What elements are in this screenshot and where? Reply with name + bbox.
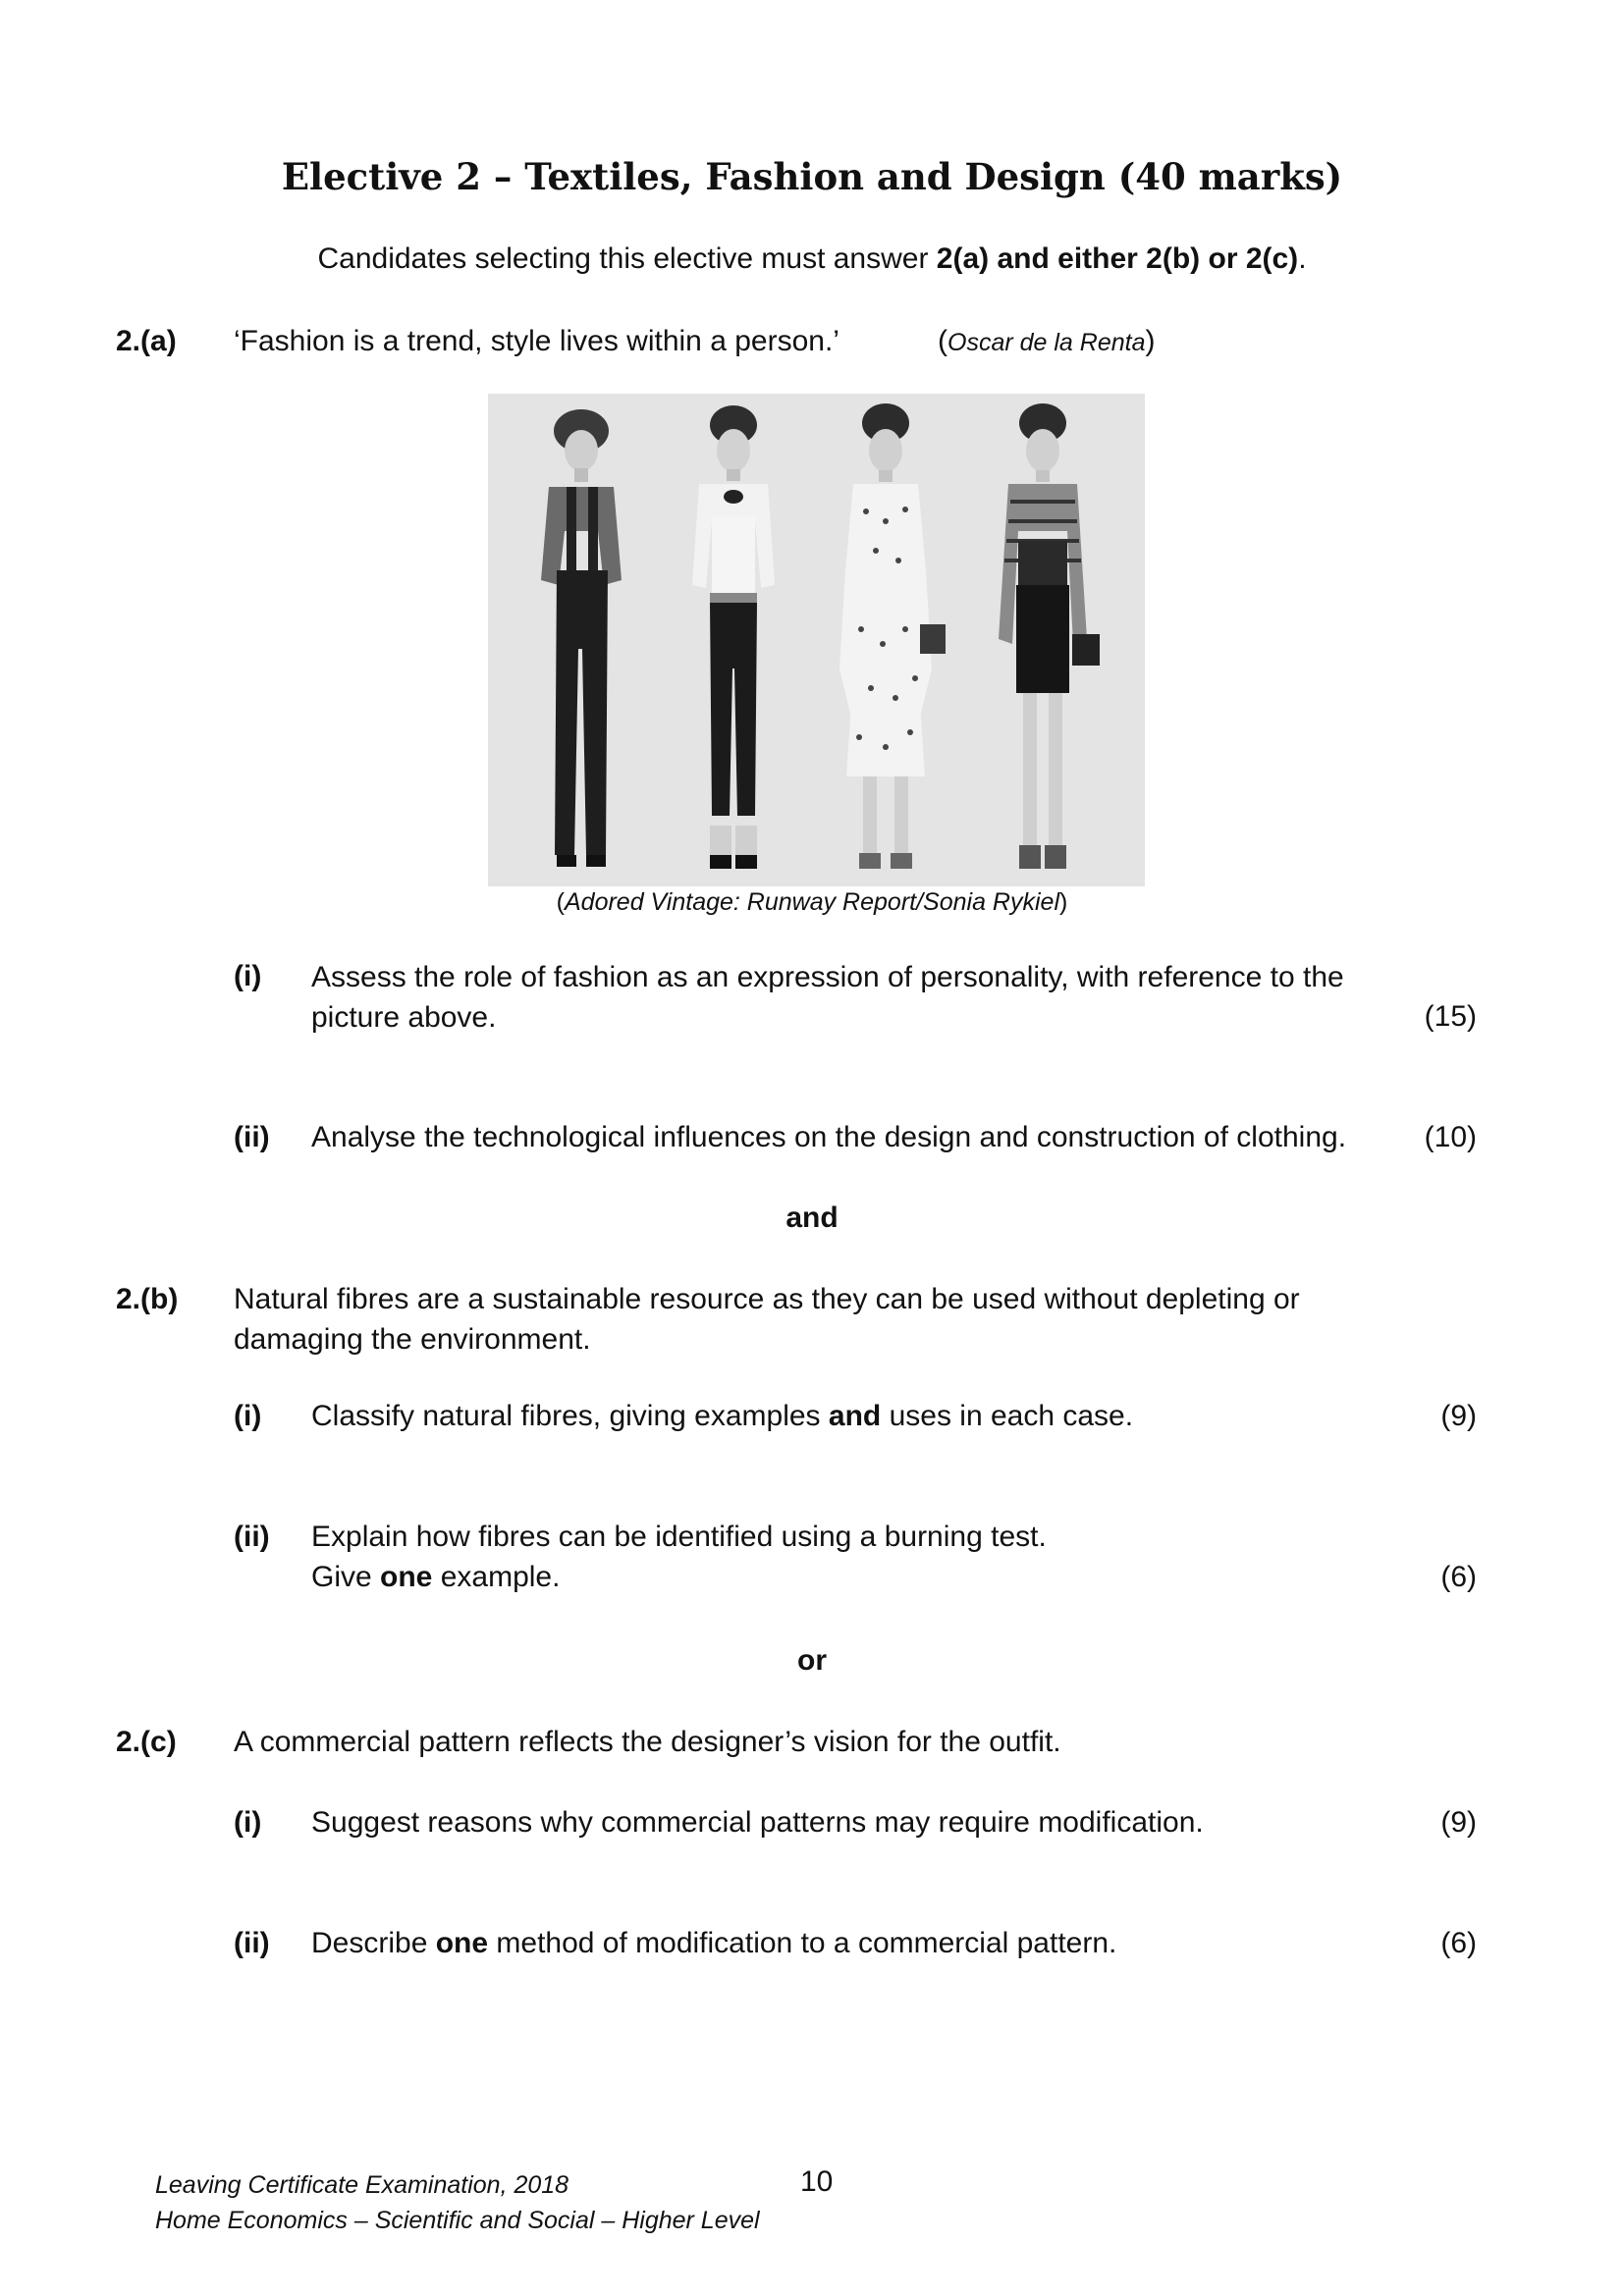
fashion-models-illustration (488, 394, 1145, 886)
conjunction-and: and (785, 1201, 839, 1234)
caption-open: ( (556, 888, 565, 916)
elective-instruction (0, 242, 1624, 276)
page-footer (155, 2167, 760, 2238)
q2b-i-post: uses in each case. (881, 1400, 1134, 1432)
question-2b-ii-line1: Explain how fibres can be identified using a burning test. (311, 1521, 1047, 1553)
question-2b-ii-text (311, 1517, 1047, 1597)
sub-label-2a-ii: (ii) (234, 1121, 270, 1153)
question-2b-i-text (311, 1396, 1133, 1436)
marks-2a-i: (15) (1424, 1000, 1477, 1033)
footer-exam-line: Leaving Certificate Examination, 2018 (155, 2171, 569, 2199)
footer-subject-line: Home Economics – Scientific and Social – Higher Level (155, 2207, 760, 2234)
instruction-text: Candidates selecting this elective must answer (317, 242, 937, 275)
question-2c-stem: A commercial pattern reflects the designer’s vision for the outfit. (234, 1726, 1061, 1758)
q2b-ii-post: example. (432, 1561, 561, 1593)
question-2b-ii-line2 (311, 1557, 1047, 1597)
instruction-bold: 2(a) and either 2(b) or 2(c) (936, 242, 1299, 275)
sub-label-2c-ii: (ii) (234, 1927, 270, 1959)
quote-credit (938, 325, 1156, 358)
credit-name: Oscar de la Renta (947, 329, 1146, 356)
page-title: Elective 2 – Textiles, Fashion and Design (40 marks) (281, 155, 1343, 198)
question-2a-i-line2: picture above. (311, 1001, 497, 1034)
caption-close: ) (1059, 888, 1068, 916)
q2b-i-pre: Classify natural fibres, giving examples (311, 1400, 829, 1432)
sub-label-2b-ii: (ii) (234, 1521, 270, 1553)
question-2b-line1: Natural fibres are a sustainable resource as they can be used without depleting or (234, 1283, 1300, 1315)
page-number: 10 (800, 2165, 834, 2198)
question-number-2a: 2.(a) (116, 325, 177, 357)
q2c-ii-pre: Describe (311, 1927, 436, 1959)
q2c-ii-bold: one (435, 1927, 489, 1959)
photo-caption (0, 888, 1624, 917)
q2b-ii-bold: one (380, 1561, 433, 1593)
question-2a-i-text (311, 957, 1344, 1038)
question-2b-line2: damaging the environment. (234, 1323, 591, 1356)
marks-2c-i: (9) (1440, 1806, 1477, 1839)
credit-open: ( (938, 325, 947, 357)
marks-2c-ii: (6) (1440, 1927, 1477, 1959)
marks-2a-ii: (10) (1424, 1121, 1477, 1153)
question-2c-i-text: Suggest reasons why commercial patterns may require modification. (311, 1806, 1204, 1839)
question-number-2b: 2.(b) (116, 1283, 179, 1315)
question-number-2c: 2.(c) (116, 1726, 177, 1758)
q2b-i-bold: and (828, 1400, 882, 1432)
question-2a-ii-text: Analyse the technological influences on the design and construction of clothing. (311, 1121, 1347, 1153)
question-2b-stem (234, 1279, 1300, 1360)
conjunction-or: or (797, 1644, 827, 1677)
sub-label-2b-i: (i) (234, 1400, 262, 1432)
question-2c-ii-text (311, 1923, 1116, 1963)
credit-close: ) (1145, 325, 1156, 357)
question-2a-i-line1: Assess the role of fashion as an expression of personality, with reference to the (311, 961, 1344, 993)
sub-label-2c-i: (i) (234, 1806, 262, 1839)
fashion-models-photo (488, 394, 1145, 886)
q2c-ii-post: method of modification to a commercial pattern. (488, 1927, 1117, 1959)
q2b-ii-pre: Give (311, 1561, 381, 1593)
sub-label-2a-i: (i) (234, 960, 262, 992)
instruction-end: . (1298, 242, 1307, 275)
marks-2b-ii: (6) (1440, 1561, 1477, 1593)
caption-text: Adored Vintage: Runway Report/Sonia Rykiel (565, 888, 1059, 916)
fashion-quote: ‘Fashion is a trend, style lives within a person.’ (234, 325, 839, 357)
marks-2b-i: (9) (1440, 1400, 1477, 1432)
